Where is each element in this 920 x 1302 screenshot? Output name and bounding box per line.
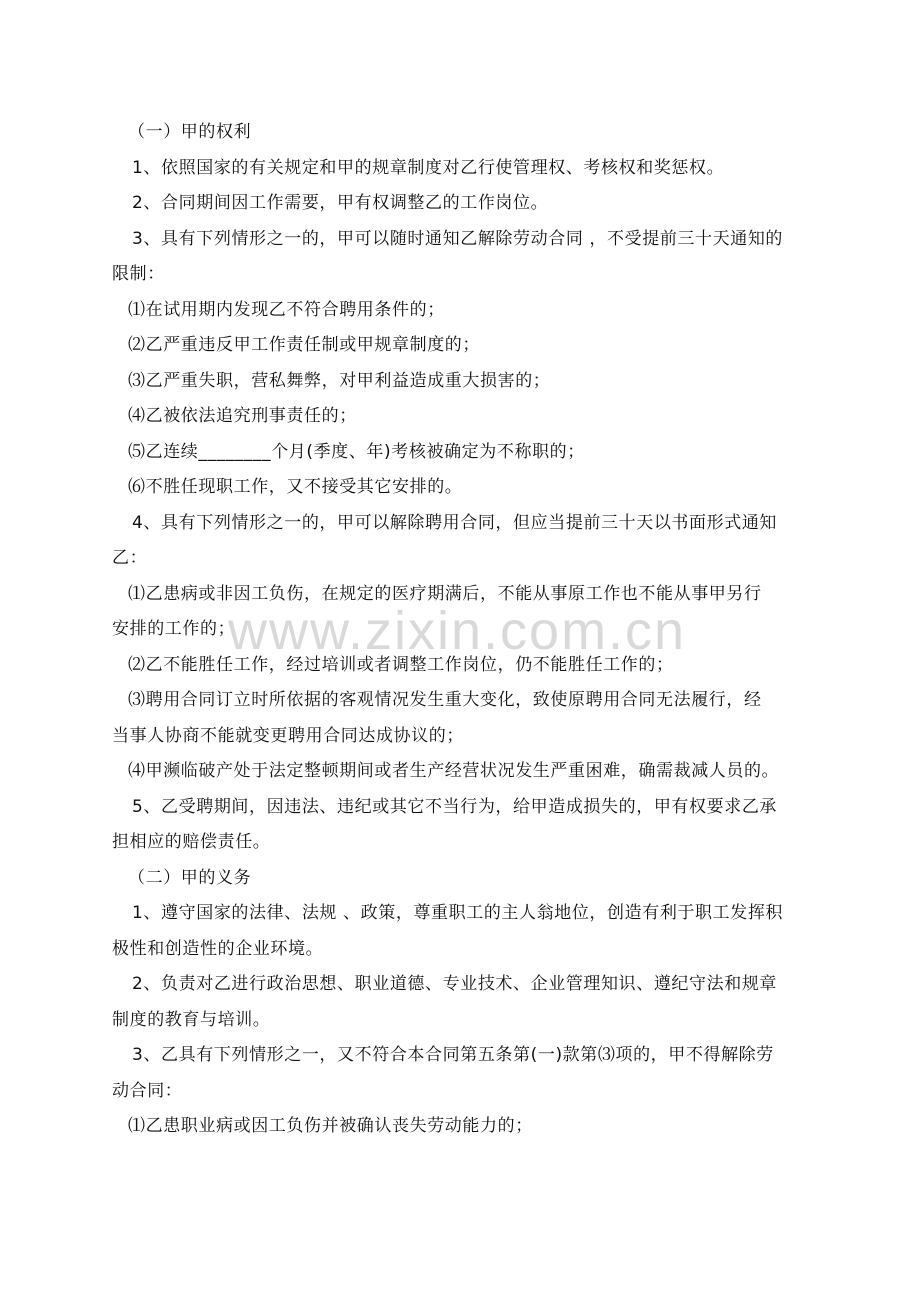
list-item: ⑴乙患职业病或因工负伤并被确认丧失劳动能力的； [128, 1116, 533, 1136]
paragraph-continuation: 限制： [112, 264, 165, 284]
list-item-continuation: 安排的工作的； [112, 619, 236, 639]
paragraph: 4、具有下列情形之一的，甲可以解除聘用合同，但应当提前三十天以书面形式通知 [132, 512, 778, 533]
list-item-continuation: 当事人协商不能就变更聘用合同达成协议的； [112, 725, 464, 746]
list-item: ⑶聘用合同订立时所依据的客观情况发生重大变化，致使原聘用合同无法履行，经 [128, 690, 762, 710]
paragraph-continuation: 制度的教育与培训。 [112, 1009, 271, 1030]
paragraph-continuation: 极性和创造性的企业环境。 [112, 938, 324, 959]
paragraph: 3、具有下列情形之一的，甲可以随时通知乙解除劳动合同 ，不受提前三十天通知的 [132, 228, 784, 249]
section-heading-rights: （一）甲的权利 [128, 122, 252, 142]
paragraph: 2、合同期间因工作需要，甲有权调整乙的工作岗位。 [132, 193, 549, 213]
paragraph: 5、乙受聘期间，因违法、违纪或其它不当行为，给甲造成损失的，甲有权要求乙承 [132, 796, 778, 817]
list-item: ⑷甲濒临破产处于法定整顿期间或者生产经营状况发生严重困难，确需裁减人员的。 [128, 761, 780, 781]
list-item: ⑶乙严重失职，营私舞弊，对甲利益造成重大损害的； [128, 370, 551, 391]
list-item: ⑷乙被依法追究刑事责任的； [128, 406, 357, 426]
section-heading-obligations: （二）甲的义务 [128, 867, 252, 888]
document-body [112, 115, 824, 1145]
list-item: ⑹不胜任现职工作，又不接受其它安排的。 [128, 477, 463, 497]
paragraph-continuation: 动合同： [112, 1080, 183, 1101]
paragraph: 1、遵守国家的法律、法规 、政策，尊重职工的主人翁地位，创造有利于职工发挥积 [132, 903, 784, 923]
list-item: ⑴在试用期内发现乙不符合聘用条件的； [128, 299, 445, 320]
watermark: www.zixin.com.cn [228, 601, 687, 661]
paragraph: 3、乙具有下列情形之一，又不符合本合同第五条第(一)款第⑶项的，甲不得解除劳 [132, 1045, 774, 1065]
paragraph: 1、依照国家的有关规定和甲的规章制度对乙行使管理权、考核权和奖惩权。 [132, 157, 725, 178]
paragraph: 2、负责对乙进行政治思想、职业道德、专业技术、企业管理知识、遵纪守法和规章 [132, 974, 778, 994]
list-item: ⑵乙不能胜任工作，经过培训或者调整工作岗位，仍不能胜任工作的； [128, 654, 674, 675]
list-item: ⑴乙患病或非因工负伤，在规定的医疗期满后，不能从事原工作也不能从事甲另行 [128, 583, 762, 604]
paragraph-continuation: 担相应的赔偿责任。 [112, 832, 271, 852]
list-item: ⑵乙严重违反甲工作责任制或甲规章制度的； [128, 335, 480, 355]
list-item: ⑸乙连续________个月(季度、年)考核被确定为不称职的； [128, 441, 585, 462]
paragraph-continuation: 乙： [112, 548, 148, 568]
